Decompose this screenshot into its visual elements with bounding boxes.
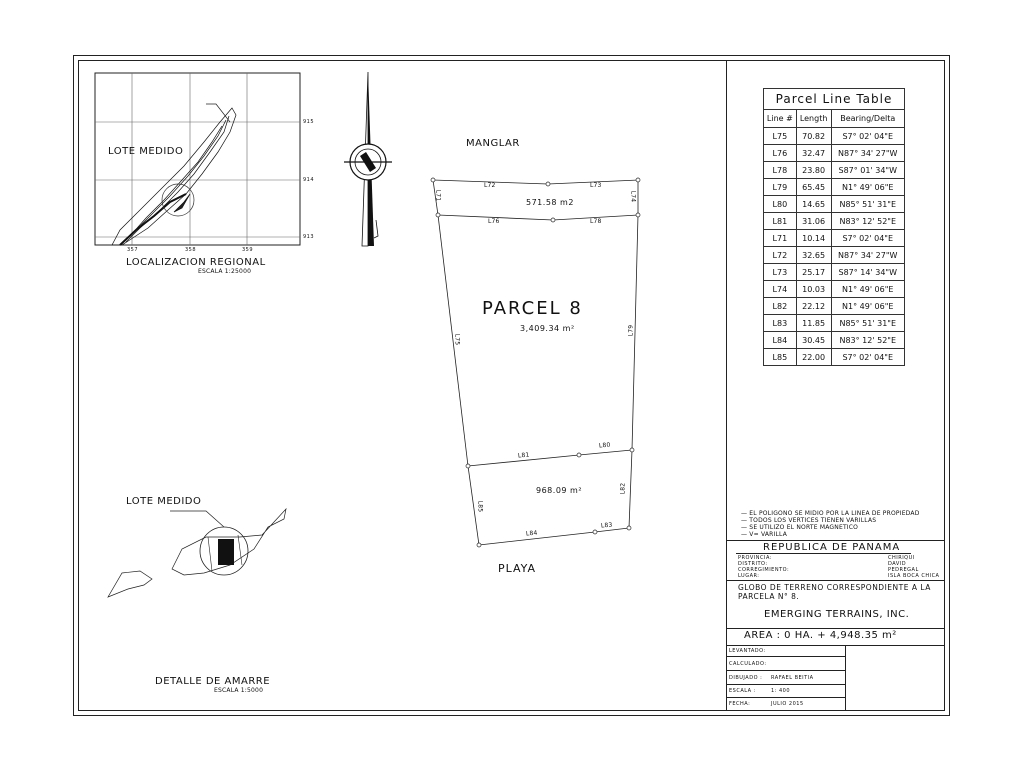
parcel-line-table — [763, 88, 905, 366]
description-line-1: GLOBO DE TERRENO CORRESPONDIENTE A LA — [738, 583, 931, 592]
boundary-division-top — [438, 215, 638, 220]
detail-title: DETALLE DE AMARRE — [155, 676, 271, 687]
table-cell: N1° 49' 06"E — [831, 179, 905, 196]
table-cell: L78 — [764, 162, 797, 179]
note-1: — EL POLIGONO SE MIDIO POR LA LINEA DE PROPIEDAD — [741, 510, 920, 517]
table-row — [764, 145, 905, 162]
grid-label-914: 914 — [303, 177, 315, 183]
row-divider — [726, 656, 845, 657]
table-row — [764, 128, 905, 145]
table-cell: N87° 34' 27"W — [831, 145, 905, 162]
table-cell: S87° 14' 34"W — [831, 264, 905, 281]
table-header-line: Line # — [764, 110, 797, 128]
levantado-label: LEVANTADO: — [729, 648, 766, 654]
area-total: AREA : 0 HA. + 4,948.35 m² — [744, 630, 897, 641]
regional-scale: ESCALA 1:25000 — [198, 268, 252, 275]
regional-title: LOCALIZACION REGIONAL — [126, 257, 266, 268]
manglar-label: MANGLAR — [466, 138, 520, 149]
title-block-divider-1 — [726, 580, 945, 581]
lote-circle — [162, 184, 194, 216]
table-header-bearing: Bearing/Delta — [831, 110, 905, 128]
boundary-division-bottom — [468, 450, 632, 466]
field-label-corregimiento: CORREGIMIENTO: — [738, 567, 790, 573]
grid-label-358: 358 — [185, 247, 197, 253]
grid-label-359: 359 — [242, 247, 254, 253]
parcel-area-label: 3,409.34 m² — [520, 324, 575, 333]
fecha-value: JULIO 2015 — [771, 701, 804, 707]
table-row — [764, 281, 905, 298]
table-cell: S7° 02' 04"E — [831, 128, 905, 145]
calculado-label: CALCULADO: — [729, 661, 767, 667]
table-cell: 10.03 — [796, 281, 831, 298]
table-cell: L85 — [764, 349, 797, 366]
table-cell: L75 — [764, 128, 797, 145]
table-cell: L82 — [764, 298, 797, 315]
table-cell: L83 — [764, 315, 797, 332]
top-area-label: 571.58 m2 — [526, 198, 574, 207]
grid-label-357: 357 — [127, 247, 139, 253]
line-label-l81: L81 — [517, 451, 530, 460]
field-label-lugar: LUGAR: — [738, 573, 760, 579]
table-cell: 30.45 — [796, 332, 831, 349]
line-label-l72: L72 — [484, 182, 496, 189]
fecha-label: FECHA: — [729, 701, 751, 707]
table-cell: S87° 01' 34"W — [831, 162, 905, 179]
table-cell: L72 — [764, 247, 797, 264]
table-row — [764, 247, 905, 264]
table-cell: N83° 12' 52"E — [831, 332, 905, 349]
leader-line — [206, 104, 230, 122]
title-block-vdivider — [845, 645, 846, 711]
parcel-title: PARCEL 8 — [482, 298, 583, 319]
table-cell: L81 — [764, 213, 797, 230]
row-divider — [726, 697, 845, 698]
table-cell: 25.17 — [796, 264, 831, 281]
escala-label: ESCALA : — [729, 688, 756, 694]
table-cell: L84 — [764, 332, 797, 349]
table-row — [764, 179, 905, 196]
table-cell: L80 — [764, 196, 797, 213]
grid-label-913: 913 — [303, 234, 315, 240]
detail-leader — [170, 511, 224, 527]
table-cell: 23.80 — [796, 162, 831, 179]
country-underline — [736, 553, 911, 554]
detail-scale: ESCALA 1:5000 — [214, 687, 264, 694]
field-label-distrito: DISTRITO: — [738, 561, 768, 567]
table-row — [764, 230, 905, 247]
parcel-plan — [420, 170, 660, 560]
table-cell: L74 — [764, 281, 797, 298]
line-label-l82: L82 — [619, 482, 627, 495]
title-block-top-border — [726, 540, 945, 541]
playa-label: PLAYA — [498, 562, 537, 575]
line-label-l80: L80 — [598, 441, 611, 450]
line-label-l73: L73 — [590, 182, 602, 189]
island-contour — [112, 108, 236, 245]
table-cell: N85° 51' 31"E — [831, 196, 905, 213]
table-row — [764, 213, 905, 230]
line-label-l76: L76 — [488, 218, 500, 225]
line-label-l74: L74 — [629, 190, 637, 203]
table-cell: 32.65 — [796, 247, 831, 264]
boundary-left — [433, 180, 479, 545]
sheet-divider — [726, 60, 727, 711]
table-cell: L73 — [764, 264, 797, 281]
line-label-l78: L78 — [590, 218, 602, 225]
dibujado-value: RAFAEL BEITIA — [771, 675, 814, 681]
table-row — [764, 349, 905, 366]
table-cell: 11.85 — [796, 315, 831, 332]
table-row — [764, 264, 905, 281]
table-title: Parcel Line Table — [764, 89, 905, 110]
title-block-divider-3 — [726, 645, 945, 646]
regional-lote-label: LOTE MEDIDO — [108, 146, 184, 157]
note-2: — TODOS LOS VERTICES TIENEN VARILLAS — [741, 517, 877, 524]
line-label-l79: L79 — [627, 324, 635, 337]
note-4: — V= VARILLA — [741, 531, 788, 538]
row-divider — [726, 670, 845, 671]
table-cell: 31.06 — [796, 213, 831, 230]
table-row — [764, 315, 905, 332]
company-name: EMERGING TERRAINS, INC. — [764, 609, 910, 620]
table-cell: 65.45 — [796, 179, 831, 196]
description-line-2: PARCELA N° 8. — [738, 592, 800, 601]
table-cell: S7° 02' 04"E — [831, 349, 905, 366]
table-cell: L76 — [764, 145, 797, 162]
line-label-l75: L75 — [453, 333, 461, 346]
detail-map — [100, 505, 300, 605]
table-cell: 70.82 — [796, 128, 831, 145]
grid-label-915: 915 — [303, 119, 315, 125]
line-label-l83: L83 — [600, 521, 613, 530]
escala-value: 1: 400 — [771, 688, 790, 694]
country-title: REPUBLICA DE PANAMA — [763, 542, 901, 553]
field-value-lugar: ISLA BOCA CHICA — [888, 573, 940, 579]
detail-lote-parcel — [218, 539, 234, 565]
boundary-right — [629, 180, 638, 528]
regional-grid — [95, 73, 300, 245]
table-cell: N85° 51' 31"E — [831, 315, 905, 332]
table-cell: 32.47 — [796, 145, 831, 162]
boundary-bottom — [479, 528, 629, 545]
table-cell: S7° 02' 04"E — [831, 230, 905, 247]
line-label-l71: L71 — [434, 189, 442, 202]
table-row — [764, 298, 905, 315]
field-value-provincia: CHIRIQUI — [888, 555, 915, 561]
north-arrow — [332, 70, 404, 250]
title-block-divider-2 — [726, 628, 945, 629]
table-cell: L79 — [764, 179, 797, 196]
table-cell: N87° 34' 27"W — [831, 247, 905, 264]
field-value-distrito: DAVID — [888, 561, 907, 567]
field-label-provincia: PROVINCIA: — [738, 555, 772, 561]
line-label-l84: L84 — [525, 529, 538, 538]
table-cell: 22.12 — [796, 298, 831, 315]
note-3: — SE UTILIZO EL NORTE MAGNETICO — [741, 524, 859, 531]
field-value-corregimiento: PEDREGAL — [888, 567, 919, 573]
table-cell: N1° 49' 06"E — [831, 281, 905, 298]
table-cell: L71 — [764, 230, 797, 247]
bottom-area-label: 968.09 m² — [536, 486, 583, 495]
table-row — [764, 196, 905, 213]
line-label-l85: L85 — [476, 500, 484, 513]
table-cell: 10.14 — [796, 230, 831, 247]
regional-map — [90, 70, 320, 260]
table-row — [764, 332, 905, 349]
table-cell: 14.65 — [796, 196, 831, 213]
dibujado-label: DIBUJADO : — [729, 675, 763, 681]
row-divider — [726, 684, 845, 685]
table-cell: N83° 12' 52"E — [831, 213, 905, 230]
table-cell: N1° 49' 06"E — [831, 298, 905, 315]
detail-island-small — [108, 571, 152, 597]
boundary-top — [433, 180, 638, 184]
table-cell: 22.00 — [796, 349, 831, 366]
table-header-length: Length — [796, 110, 831, 128]
table-row — [764, 162, 905, 179]
detail-lote-label: LOTE MEDIDO — [126, 496, 202, 507]
